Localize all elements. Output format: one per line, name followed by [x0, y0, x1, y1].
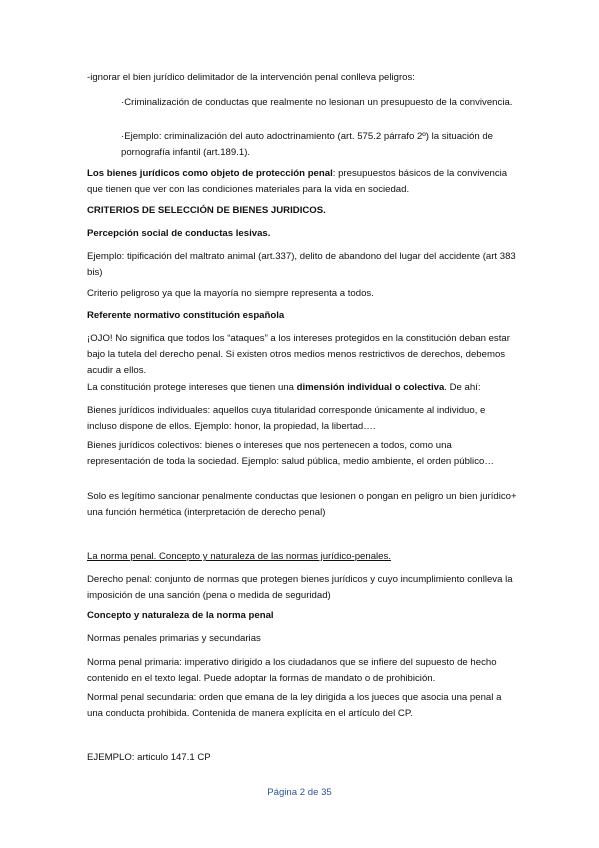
paragraph-intro: -ignorar el bien jurídico delimitador de la intervención penal conlleva peligros:: [87, 72, 415, 83]
bullet-criminalizacion: ·Criminalización de conductas que realmente no lesionan un presupuesto de la convivencia.: [121, 97, 513, 108]
heading-referente-normativo: Referente normativo constitución española: [87, 310, 285, 321]
paragraph-ejemplo-maltrato: Ejemplo: tipificación del maltrato animal (art.337), delito de abandono del lugar del accidente (art 383 bis): [87, 251, 516, 278]
heading-percepcion-social: Percepción social de conductas lesivas.: [87, 228, 271, 239]
bold-term: Los bienes jurídicos como objeto de protección penal: [87, 168, 333, 179]
heading-concepto-naturaleza: Concepto y naturaleza de la norma penal: [87, 610, 274, 621]
paragraph-legitimidad: Solo es legítimo sancionar penalmente conductas que lesionen o pongan en peligro un bien jurídico+ una función hermética (interpretación de derecho penal): [87, 491, 517, 518]
heading-criterios: CRITERIOS DE SELECCIÓN DE BIENES JURIDICOS.: [87, 205, 326, 216]
heading-norma-penal: La norma penal. Concepto y naturaleza de las normas jurídico-penales.: [87, 551, 391, 562]
paragraph-bienes-juridicos: [87, 166, 517, 198]
page-number-footer: Página 2 de 35: [267, 787, 332, 798]
paragraph-bienes-colectivos: Bienes jurídicos colectivos: bienes o intereses que nos pertenecen a todos, como una representación de toda la sociedad. Ejemplo: salud pública, medio ambiente, el orden público…: [87, 440, 494, 467]
definition-text: : presupuestos básicos de la convivencia que tienen que ver con las condiciones materiales para la vida en sociedad.: [87, 168, 508, 195]
paragraph-criterio-peligroso: Criterio peligroso ya que la mayoría no siempre representa a todos.: [87, 288, 374, 299]
paragraph-bienes-individuales: Bienes jurídicos individuales: aquellos cuya titularidad corresponde únicamente al individuo, e incluso dispone de ellos. Ejemplo: honor, la propiedad, la libertad….: [87, 405, 486, 432]
paragraph-normas-primarias-secundarias: Normas penales primarias y secundarias: [87, 633, 261, 644]
paragraph-ejemplo-articulo: EJEMPLO: articulo 147.1 CP: [87, 752, 211, 763]
paragraph-derecho-penal: Derecho penal: conjunto de normas que protegen bienes jurídicos y cuyo incumplimiento conlleva la imposición de una sanción (pena o medida de seguridad): [87, 574, 513, 601]
bullet-ejemplo: ·Ejemplo: criminalización del auto adoctrinamiento (art. 575.2 párrafo 2º) la situación de pornografía infantil (art.189.1).: [121, 131, 493, 158]
paragraph-norma-secundaria: Normal penal secundaria: orden que emana de la ley dirigida a los jueces que asocia una penal a una conducta prohibida. Contenida de manera explícita en el artículo del CP.: [87, 692, 502, 719]
text-pre: La constitución protege intereses que tienen una: [87, 382, 297, 393]
bold-term: dimensión individual o colectiva: [296, 382, 445, 393]
paragraph-dimension: [87, 380, 517, 396]
text-post: . De ahí:: [444, 382, 481, 393]
paragraph-norma-primaria: Norma penal primaria: imperativo dirigido a los ciudadanos que se infiere del supuesto de hecho contenido en el texto legal. Puede adoptar la formas de mandato o de prohibición.: [87, 657, 497, 684]
paragraph-ojo: ¡OJO! No significa que todos los “ataques” a los intereses protegidos en la constitución deban estar bajo la tutela del derecho penal. Si existen otros medios menos restrictivos de derechos, debemos acudir a ellos.: [87, 333, 510, 376]
